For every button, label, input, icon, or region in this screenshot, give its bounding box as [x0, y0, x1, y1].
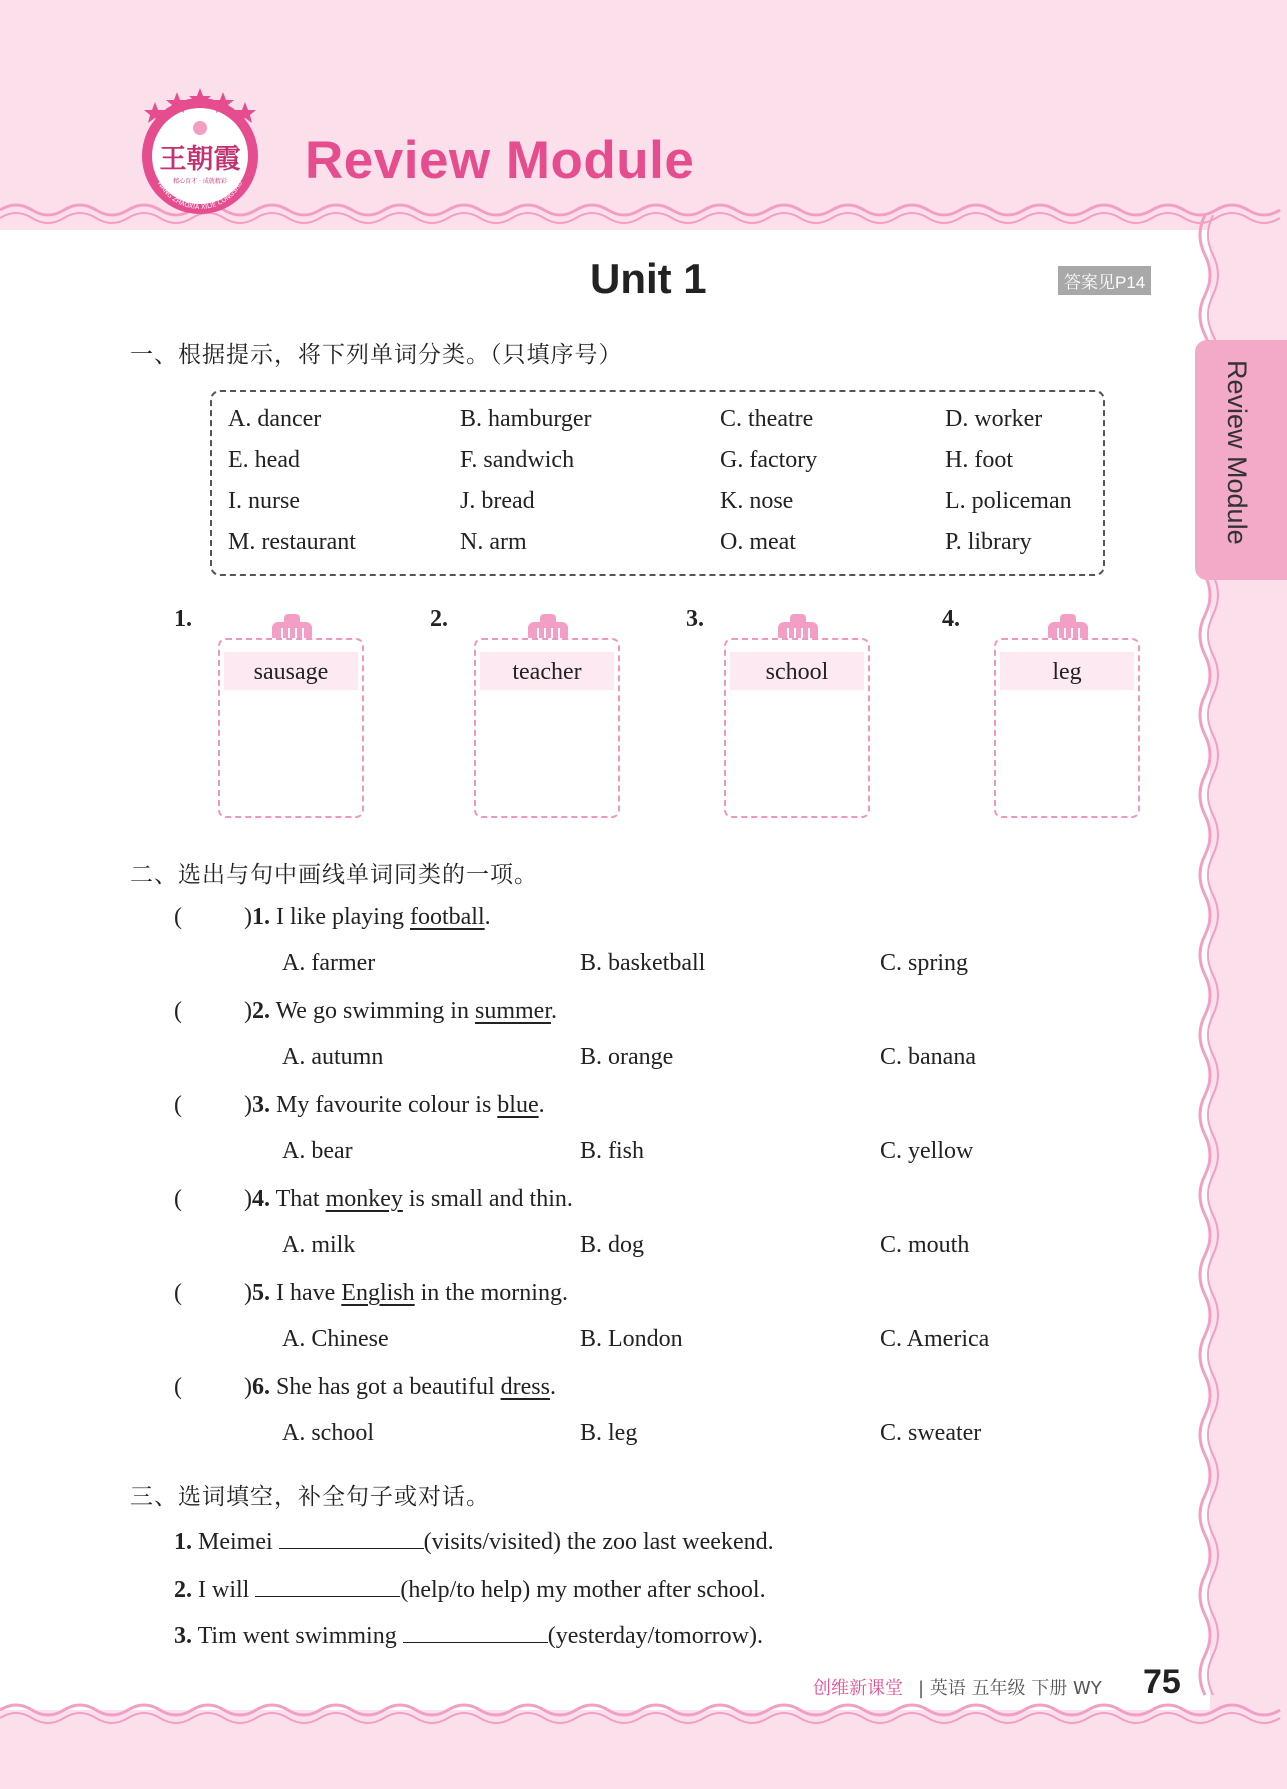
word-item: F. sandwich [460, 447, 575, 473]
option[interactable]: C. spring [880, 950, 969, 976]
answer-paren-open: ( [174, 1280, 182, 1306]
answer-blank-line[interactable] [279, 1526, 424, 1549]
side-tab-label: Review Module [1222, 360, 1252, 545]
item-text: I will [198, 1577, 250, 1603]
question-number: 2. [252, 998, 270, 1024]
side-tab [1195, 340, 1287, 580]
svg-text:WANG ZHAOXIA XILIE CONGSHU: WANG ZHAOXIA XILIE CONGSHU [155, 179, 245, 212]
question-row [174, 904, 1074, 931]
fill-blank-row [174, 1526, 774, 1556]
section2-heading: 二、选出与句中画线单词同类的一项。 [130, 862, 538, 888]
option[interactable]: A. autumn [282, 1044, 384, 1070]
question-text: . [550, 998, 557, 1024]
option[interactable]: A. farmer [282, 950, 376, 976]
question-row [174, 1186, 1074, 1213]
question-text: . [484, 904, 491, 930]
question-number: 3. [252, 1092, 270, 1118]
option[interactable]: B. fish [580, 1138, 645, 1164]
svg-text:精心育才 · 成就精彩: 精心育才 · 成就精彩 [173, 178, 227, 185]
question-text: is small and thin. [402, 1186, 573, 1212]
question-row [174, 998, 1074, 1025]
answer-blank-line[interactable] [255, 1574, 400, 1597]
option[interactable]: A. Chinese [282, 1326, 389, 1352]
word-item: O. meat [720, 529, 796, 555]
question-number: 1. [252, 904, 270, 930]
question-text: I have [276, 1280, 342, 1306]
category-card[interactable] [218, 638, 364, 818]
question-text: That [275, 1186, 326, 1212]
card-label: teacher [480, 652, 614, 690]
option[interactable]: A. bear [282, 1138, 353, 1164]
option[interactable]: C. mouth [880, 1232, 970, 1258]
footer-wave-border [0, 1700, 1287, 1730]
category-card[interactable] [724, 638, 870, 818]
word-item: A. dancer [228, 406, 322, 432]
fill-blank-row [174, 1574, 766, 1604]
unit-title: Unit 1 [590, 255, 707, 302]
option[interactable]: B. basketball [580, 950, 706, 976]
word-item: K. nose [720, 488, 794, 514]
word-item: I. nurse [228, 488, 300, 514]
item-number: 1. [174, 1529, 192, 1555]
svg-text:王朝霞: 王朝霞 [159, 144, 241, 175]
item-choices: (help/to help) [400, 1577, 531, 1603]
option[interactable]: C. sweater [880, 1420, 982, 1446]
section1-heading: 一、根据提示，将下列单词分类。（只填序号） [130, 342, 623, 368]
option[interactable]: A. milk [282, 1232, 356, 1258]
underlined-word: blue [497, 1092, 539, 1118]
option[interactable]: C. yellow [880, 1138, 974, 1164]
item-text: the zoo last weekend. [567, 1529, 774, 1555]
question-number: 4. [252, 1186, 270, 1212]
answer-reference-badge: 答案见P14 [1058, 266, 1151, 295]
underlined-word: football [409, 904, 485, 930]
question-number: 5. [252, 1280, 270, 1306]
underlined-word: English [341, 1280, 415, 1306]
word-item: D. worker [945, 406, 1043, 432]
card-number: 1. [174, 606, 192, 632]
option[interactable]: A. school [282, 1420, 374, 1446]
question-text: . [549, 1374, 556, 1400]
option[interactable]: B. orange [580, 1044, 674, 1070]
card-label: school [730, 652, 864, 690]
word-item: G. factory [720, 447, 818, 473]
answer-paren-open: ( [174, 904, 182, 930]
word-item: L. policeman [945, 488, 1072, 514]
underlined-word: summer [474, 998, 551, 1024]
question-text: She has got a beautiful [276, 1374, 501, 1400]
answer-paren-close: ) [244, 1186, 252, 1212]
option[interactable]: C. banana [880, 1044, 976, 1070]
word-item: B. hamburger [460, 406, 592, 432]
answer-blank-line[interactable] [403, 1620, 548, 1643]
page-title: Review Module [305, 131, 695, 190]
word-item: M. restaurant [228, 529, 356, 555]
footer-info: | 英语 五年级 下册 WY [918, 1678, 1102, 1699]
section3-heading: 三、选词填空，补全句子或对话。 [130, 1484, 490, 1510]
brand-logo [135, 88, 265, 218]
card-number: 4. [942, 606, 960, 632]
question-text: My favourite colour is [276, 1092, 498, 1118]
option[interactable]: B. leg [580, 1420, 638, 1446]
option[interactable]: C. America [880, 1326, 990, 1352]
question-text: We go swimming in [275, 998, 475, 1024]
question-number: 6. [252, 1374, 270, 1400]
item-number: 3. [174, 1623, 192, 1649]
card-label: leg [1000, 652, 1134, 690]
word-item: H. foot [945, 447, 1013, 473]
question-row [174, 1374, 1074, 1401]
card-number: 3. [686, 606, 704, 632]
question-text: in the morning. [414, 1280, 568, 1306]
card-number: 2. [430, 606, 448, 632]
option[interactable]: B. London [580, 1326, 683, 1352]
question-text: I like playing [276, 904, 410, 930]
item-number: 2. [174, 1577, 192, 1603]
answer-paren-open: ( [174, 1186, 182, 1212]
answer-paren-close: ) [244, 1092, 252, 1118]
question-row [174, 1092, 1074, 1119]
footer-brand: 创维新课堂 [813, 1678, 903, 1699]
item-text: my mother after school. [536, 1577, 766, 1603]
page-number: 75 [1143, 1663, 1181, 1701]
item-text: Meimei [198, 1529, 273, 1555]
fill-blank-row [174, 1620, 763, 1650]
word-item: C. theatre [720, 406, 814, 432]
underlined-word: monkey [325, 1186, 403, 1212]
answer-paren-open: ( [174, 1374, 182, 1400]
answer-paren-close: ) [244, 998, 252, 1024]
answer-paren-close: ) [244, 1280, 252, 1306]
option[interactable]: B. dog [580, 1232, 645, 1258]
card-label: sausage [224, 652, 358, 690]
answer-paren-open: ( [174, 1092, 182, 1118]
word-item: E. head [228, 447, 300, 473]
word-item: N. arm [460, 529, 527, 555]
answer-paren-close: ) [244, 904, 252, 930]
word-item: P. library [945, 529, 1032, 555]
underlined-word: dress [500, 1374, 550, 1400]
word-bank [228, 406, 1098, 576]
item-choices: (visits/visited) [423, 1529, 561, 1555]
category-card[interactable] [474, 638, 620, 818]
category-card[interactable] [994, 638, 1140, 818]
question-row [174, 1280, 1074, 1307]
answer-paren-open: ( [174, 998, 182, 1024]
word-item: J. bread [460, 488, 535, 514]
item-choices: (yesterday/tomorrow). [547, 1623, 763, 1649]
answer-paren-close: ) [244, 1374, 252, 1400]
question-text: . [538, 1092, 545, 1118]
item-text: Tim went swimming [197, 1623, 397, 1649]
